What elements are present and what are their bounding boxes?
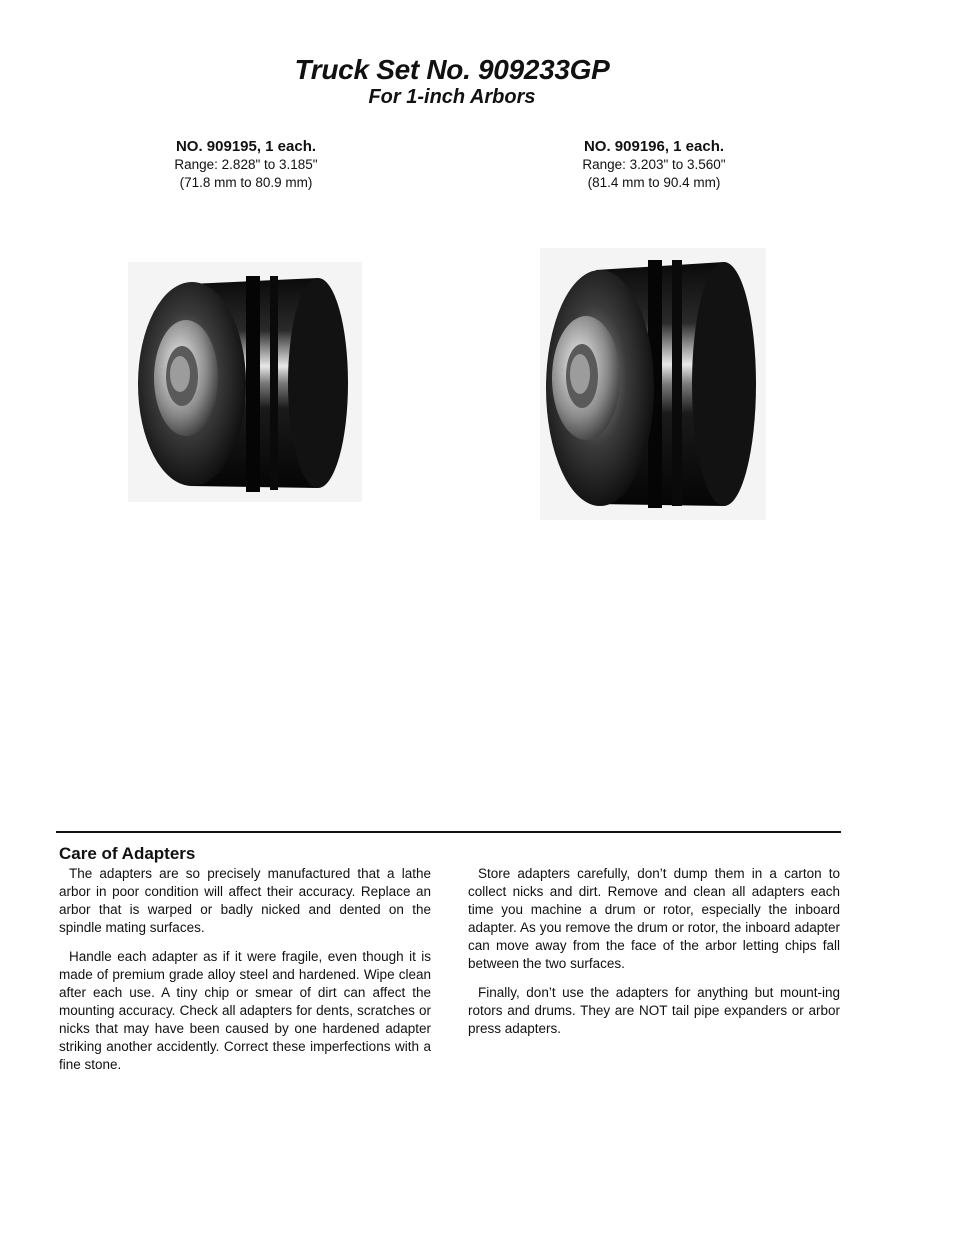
adapter-photo-909196 (540, 248, 766, 520)
product-name: NO. 909196, 1 each. (583, 138, 725, 155)
adapter-photo-909195 (128, 262, 362, 502)
product-909196 (504, 138, 804, 192)
care-paragraph: Handle each adapter as if it were fragile, even though it is made of premium grade alloy steel and hardened. Wipe clean after each use. A tiny chip or smear of dirt can affect the mounting accuracy. Check all adapters for dents, scratches or nicks that may have been caused by one hardened adapter striking another accidently. Correct these imperfections with a fine stone. (59, 949, 431, 1072)
product-909195 (96, 138, 396, 192)
care-section-title: Care of Adapters (59, 844, 196, 863)
care-column-right (468, 865, 840, 1049)
page-subtitle: For 1-inch Arbors (368, 86, 536, 108)
product-name: NO. 909195, 1 each. (175, 138, 317, 155)
section-divider (56, 831, 841, 833)
product-range: Range: 3.203" to 3.560" (582, 157, 726, 172)
care-paragraph: The adapters are so precisely manufactured that a lathe arbor in poor condition will affect their accuracy. Replace an arbor that is warped or badly nicked and dented on the spindle mating surfaces. (59, 866, 431, 935)
product-range: Range: 2.828" to 3.185" (174, 157, 318, 172)
care-paragraph: Finally, don’t use the adapters for anything but mount-ing rotors and drums. They are NOT tail pipe expanders or arbor press adapters. (468, 985, 840, 1036)
product-range-metric: (81.4 mm to 90.4 mm) (587, 175, 721, 190)
page-title: Truck Set No. 909233GP (294, 54, 610, 85)
product-range-metric: (71.8 mm to 80.9 mm) (179, 175, 313, 190)
care-column-left (59, 865, 431, 1085)
care-paragraph: Store adapters carefully, don’t dump them in a carton to collect nicks and dirt. Remove and clean all adapters each time you machine a drum or rotor, especially the inboard adapter. As you remove the drum or rotor, the inboard adapter can move away from the face of the arbor letting chips fall between the two surfaces. (468, 866, 840, 971)
